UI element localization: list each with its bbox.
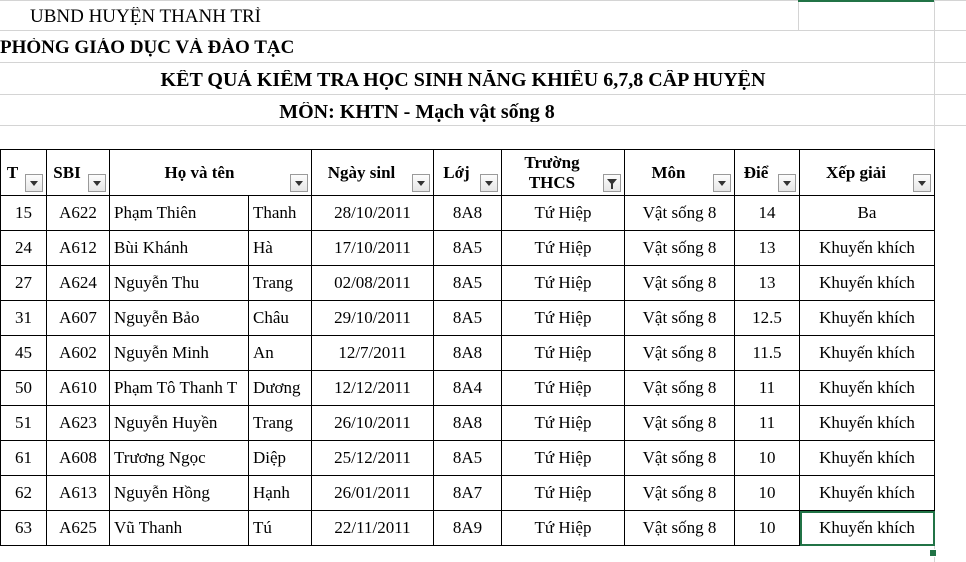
cell-tt[interactable]: 50 — [1, 371, 47, 406]
cell-sbd[interactable]: A612 — [47, 231, 110, 266]
cell-tt[interactable]: 63 — [1, 511, 47, 546]
cell-xepgiai[interactable]: Khuyến khích — [800, 231, 935, 266]
table-row — [1, 196, 935, 231]
cell-ngaysinh[interactable]: 02/08/2011 — [312, 266, 434, 301]
cell-truong[interactable]: Tứ Hiệp — [502, 371, 625, 406]
cell-diem[interactable]: 10 — [735, 476, 800, 511]
cell-truong[interactable]: Tứ Hiệp — [502, 196, 625, 231]
cell-truong[interactable]: Tứ Hiệp — [502, 301, 625, 336]
header-lop[interactable]: Lớj — [434, 150, 502, 196]
cell-ho[interactable]: Nguyễn Thu — [110, 266, 249, 301]
table-row — [1, 301, 935, 336]
report-subtitle[interactable]: MÔN: KHTN - Mạch vật sống 8 — [279, 102, 555, 122]
filter-dropdown-icon[interactable] — [412, 174, 430, 192]
cell-lop[interactable]: 8A5 — [434, 301, 502, 336]
filter-dropdown-icon[interactable] — [25, 174, 43, 192]
cell-truong[interactable]: Tứ Hiệp — [502, 476, 625, 511]
cell-ngaysinh[interactable]: 22/11/2011 — [312, 511, 434, 546]
header-mon[interactable]: Môn — [625, 150, 735, 196]
header-truong[interactable]: Trường THCS — [502, 150, 625, 196]
cell-xepgiai[interactable]: Khuyến khích — [800, 406, 935, 441]
cell-tt[interactable]: 24 — [1, 231, 47, 266]
cell-diem[interactable]: 11 — [735, 371, 800, 406]
cell-ngaysinh[interactable]: 28/10/2011 — [312, 196, 434, 231]
cell-lop[interactable]: 8A9 — [434, 511, 502, 546]
filter-dropdown-icon[interactable] — [290, 174, 308, 192]
cell-ho[interactable]: Nguyễn Minh — [110, 336, 249, 371]
cell-sbd[interactable]: A608 — [47, 441, 110, 476]
table-row — [1, 511, 935, 546]
cell-ho[interactable]: Vũ Thanh — [110, 511, 249, 546]
cell-ten[interactable]: Tú — [249, 511, 312, 546]
org-line-2[interactable]: PHÒNG GIÁO DỤC VÀ ĐÀO TẠC — [0, 38, 295, 57]
cell-xepgiai[interactable]: Khuyến khích — [800, 301, 935, 336]
results-table — [0, 149, 935, 546]
cell-truong[interactable]: Tứ Hiệp — [502, 511, 625, 546]
header-xepgiai[interactable]: Xếp giải — [800, 150, 935, 196]
cell-xepgiai[interactable]: Khuyến khích — [800, 371, 935, 406]
cell-tt[interactable]: 45 — [1, 336, 47, 371]
table-row — [1, 441, 935, 476]
cell-lop[interactable]: 8A7 — [434, 476, 502, 511]
table-row — [1, 476, 935, 511]
cell-lop[interactable]: 8A5 — [434, 441, 502, 476]
cell-ten[interactable]: Châu — [249, 301, 312, 336]
filter-dropdown-icon[interactable] — [88, 174, 106, 192]
cell-mon[interactable]: Vật sống 8 — [625, 511, 735, 546]
cell-ngaysinh[interactable]: 25/12/2011 — [312, 441, 434, 476]
cell-lop[interactable]: 8A5 — [434, 231, 502, 266]
cell-ngaysinh[interactable]: 17/10/2011 — [312, 231, 434, 266]
cell-tt[interactable]: 61 — [1, 441, 47, 476]
cell-truong[interactable]: Tứ Hiệp — [502, 336, 625, 371]
cell-tt[interactable]: 31 — [1, 301, 47, 336]
filter-dropdown-icon[interactable] — [913, 174, 931, 192]
cell-mon[interactable]: Vật sống 8 — [625, 406, 735, 441]
table-row — [1, 266, 935, 301]
header-tt[interactable]: T — [1, 150, 47, 196]
filter-active-icon[interactable] — [603, 174, 621, 192]
cell-ngaysinh[interactable]: 26/10/2011 — [312, 406, 434, 441]
cell-mon[interactable]: Vật sống 8 — [625, 301, 735, 336]
cell-lop[interactable]: 8A5 — [434, 266, 502, 301]
cell-mon[interactable]: Vật sống 8 — [625, 266, 735, 301]
filter-dropdown-icon[interactable] — [480, 174, 498, 192]
cell-ngaysinh[interactable]: 12/12/2011 — [312, 371, 434, 406]
cell-mon[interactable]: Vật sống 8 — [625, 231, 735, 266]
table-row — [1, 231, 935, 266]
filter-dropdown-icon[interactable] — [713, 174, 731, 192]
cell-ten[interactable]: Trang — [249, 406, 312, 441]
cell-ho[interactable]: Phạm Thiên — [110, 196, 249, 231]
cell-sbd[interactable]: A613 — [47, 476, 110, 511]
cell-ten[interactable]: Hạnh — [249, 476, 312, 511]
cell-mon[interactable]: Vật sống 8 — [625, 196, 735, 231]
cell-sbd[interactable]: A623 — [47, 406, 110, 441]
cell-diem[interactable]: 10 — [735, 441, 800, 476]
cell-lop[interactable]: 8A8 — [434, 196, 502, 231]
table-row — [1, 406, 935, 441]
cell-truong[interactable]: Tứ Hiệp — [502, 441, 625, 476]
cell-sbd[interactable]: A607 — [47, 301, 110, 336]
cell-ho[interactable]: Nguyễn Bảo — [110, 301, 249, 336]
cell-ten[interactable]: Dương — [249, 371, 312, 406]
cell-xepgiai[interactable]: Khuyến khích — [800, 476, 935, 511]
cell-diem[interactable]: 11.5 — [735, 336, 800, 371]
cell-ten[interactable]: Thanh — [249, 196, 312, 231]
cell-tt[interactable]: 62 — [1, 476, 47, 511]
cell-tt[interactable]: 51 — [1, 406, 47, 441]
header-sbd[interactable]: SBI — [47, 150, 110, 196]
cell-truong[interactable]: Tứ Hiệp — [502, 231, 625, 266]
cell-ten[interactable]: Trang — [249, 266, 312, 301]
table-row — [1, 336, 935, 371]
cell-diem[interactable]: 13 — [735, 266, 800, 301]
cell-xepgiai[interactable]: Khuyến khích — [800, 441, 935, 476]
cell-mon[interactable]: Vật sống 8 — [625, 336, 735, 371]
cell-diem[interactable]: 10 — [735, 511, 800, 546]
header-ngaysinh[interactable]: Ngày sinl — [312, 150, 434, 196]
cell-diem[interactable]: 11 — [735, 406, 800, 441]
filter-dropdown-icon[interactable] — [778, 174, 796, 192]
cell-truong[interactable]: Tứ Hiệp — [502, 406, 625, 441]
table-row — [1, 371, 935, 406]
cell-lop[interactable]: 8A4 — [434, 371, 502, 406]
cell-sbd[interactable]: A625 — [47, 511, 110, 546]
cell-xepgiai[interactable]: Khuyến khích — [800, 266, 935, 301]
cell-sbd[interactable]: A624 — [47, 266, 110, 301]
cell-ho[interactable]: Nguyễn Huyền — [110, 406, 249, 441]
cell-sbd[interactable]: A622 — [47, 196, 110, 231]
cell-sbd[interactable]: A610 — [47, 371, 110, 406]
cell-ten[interactable]: Diệp — [249, 441, 312, 476]
cell-xepgiai[interactable]: Ba — [800, 196, 935, 231]
org-line-1[interactable]: UBND HUYỆN THANH TRÌ — [30, 7, 261, 26]
header-diem[interactable]: Điể — [735, 150, 800, 196]
cell-ten[interactable]: Hà — [249, 231, 312, 266]
cell-mon[interactable]: Vật sống 8 — [625, 371, 735, 406]
cell-diem[interactable]: 14 — [735, 196, 800, 231]
header-hoten[interactable]: Họ và tên — [110, 150, 312, 196]
cell-ten[interactable]: An — [249, 336, 312, 371]
cell-diem[interactable]: 12.5 — [735, 301, 800, 336]
table-header-row — [1, 150, 935, 196]
cell-ho[interactable]: Bùi Khánh — [110, 231, 249, 266]
cell-mon[interactable]: Vật sống 8 — [625, 441, 735, 476]
cell-truong[interactable]: Tứ Hiệp — [502, 266, 625, 301]
cell-ho[interactable]: Phạm Tô Thanh T — [110, 371, 249, 406]
cell-sbd[interactable]: A602 — [47, 336, 110, 371]
cell-ngaysinh[interactable]: 26/01/2011 — [312, 476, 434, 511]
cell-ngaysinh[interactable]: 29/10/2011 — [312, 301, 434, 336]
cell-xepgiai-selected[interactable]: Khuyến khích — [800, 511, 935, 546]
cell-xepgiai[interactable]: Khuyến khích — [800, 336, 935, 371]
cell-tt[interactable]: 15 — [1, 196, 47, 231]
cell-ho[interactable]: Nguyễn Hồng — [110, 476, 249, 511]
cell-lop[interactable]: 8A8 — [434, 336, 502, 371]
fill-handle[interactable] — [929, 549, 937, 557]
cell-lop[interactable]: 8A8 — [434, 406, 502, 441]
report-title[interactable]: KẾT QUẢ KIỂM TRA HỌC SINH NĂNG KHIẾU 6,7,8 CẤP HUYỆN — [160, 70, 766, 90]
cell-mon[interactable]: Vật sống 8 — [625, 476, 735, 511]
cell-ngaysinh[interactable]: 12/7/2011 — [312, 336, 434, 371]
cell-diem[interactable]: 13 — [735, 231, 800, 266]
cell-ho[interactable]: Trương Ngọc — [110, 441, 249, 476]
cell-tt[interactable]: 27 — [1, 266, 47, 301]
